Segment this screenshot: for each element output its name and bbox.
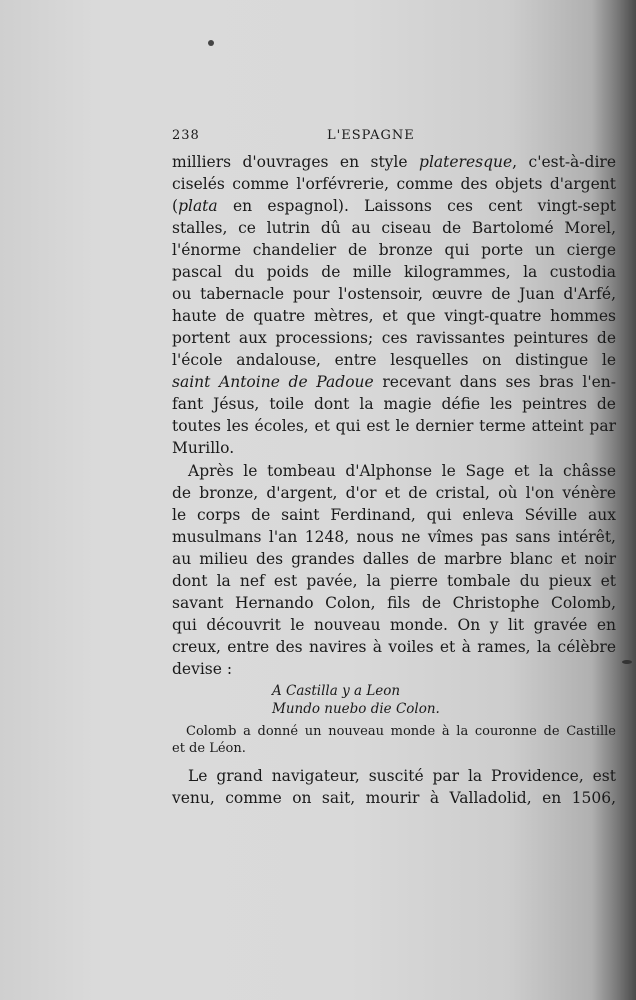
text-span: haute de quatre mètres, et que vingt-quatre hommes — [172, 307, 616, 325]
text-span: en espagnol). Laissons ces cent vingt-sept — [217, 197, 616, 215]
text-line: au milieu des grandes dalles de marbre blanc et noir — [172, 550, 616, 568]
text-line — [172, 328, 616, 348]
text-span: l'énorme chandelier de bronze qui porte un cierge — [172, 241, 616, 259]
text-line — [172, 152, 616, 172]
text-line: devise : — [172, 660, 233, 678]
text-line: musulmans l'an 1248, nous ne vîmes pas sans intérêt, — [172, 528, 616, 546]
text-line — [172, 350, 616, 370]
text-line: de bronze, d'argent, d'or et de cristal, où l'on vénère — [172, 484, 616, 502]
italic-text: plateresque — [419, 153, 513, 171]
text-line — [172, 306, 616, 326]
text-line: savant Hernando Colon, fils de Christophe Colomb, — [172, 594, 616, 612]
text-line — [172, 394, 616, 414]
text-line: dont la nef est pavée, la pierre tombale du pieux et — [172, 572, 616, 590]
text-line — [172, 416, 616, 436]
verse-line: A Castilla y a Leon — [272, 683, 401, 699]
text-line: Après le tombeau d'Alphonse le Sage et la châsse — [188, 462, 616, 480]
text-span: Murillo. — [172, 439, 235, 457]
text-span: stalles, ce lutrin dû au ciseau de Bartolomé Morel, — [172, 219, 616, 237]
text-line — [172, 174, 616, 194]
text-span: l'école andalouse, entre lesquelles on distingue le — [172, 351, 616, 369]
text-line — [172, 438, 616, 458]
scan-speck — [208, 40, 214, 46]
text-span: ou tabernacle pour l'ostensoir, œuvre de Juan d'Arfé, — [172, 285, 616, 303]
text-line: le corps de saint Ferdinand, qui enleva Séville aux — [172, 506, 616, 524]
scan-speck — [622, 660, 632, 664]
text-span: ( — [172, 197, 179, 215]
text-line: qui découvrit le nouveau monde. On y lit gravée en — [172, 616, 616, 634]
italic-text: saint Antoine de Padoue — [172, 373, 374, 391]
text-span: toutes les écoles, et qui est le dernier terme atteint par — [172, 417, 616, 435]
text-line — [172, 284, 616, 304]
text-line: Le grand navigateur, suscité par la Providence, est — [188, 767, 616, 785]
running-title: L'ESPAGNE — [327, 128, 415, 143]
translation-line: Colomb a donné un nouveau monde à la couronne de Castille — [186, 724, 616, 739]
text-line: creux, entre des navires à voiles et à rames, la célèbre — [172, 638, 616, 656]
text-line: venu, comme on sait, mourir à Valladolid, en 1506, — [172, 789, 616, 807]
verse-line: Mundo nuebo die Colon. — [272, 701, 440, 717]
translation-line: et de Léon. — [172, 741, 246, 756]
text-line — [172, 372, 616, 392]
text-span: recevant dans ses bras l'en- — [373, 373, 616, 391]
text-line — [172, 218, 616, 238]
text-span: pascal du poids de mille kilogrammes, la custodia — [172, 263, 616, 281]
page-number: 238 — [172, 128, 200, 143]
text-line — [172, 240, 616, 260]
text-span: ciselés comme l'orfévrerie, comme des objets d'argent — [172, 175, 616, 193]
text-span: milliers d'ouvrages en style — [172, 153, 420, 171]
text-span: portent aux processions; ces ravissantes peintures de — [172, 329, 616, 347]
text-span: fant Jésus, toile dont la magie défie les peintres de — [172, 395, 616, 413]
italic-text: plata — [178, 197, 218, 215]
text-line — [172, 196, 616, 216]
text-span: , c'est-à-dire — [512, 153, 616, 171]
text-line — [172, 262, 616, 282]
